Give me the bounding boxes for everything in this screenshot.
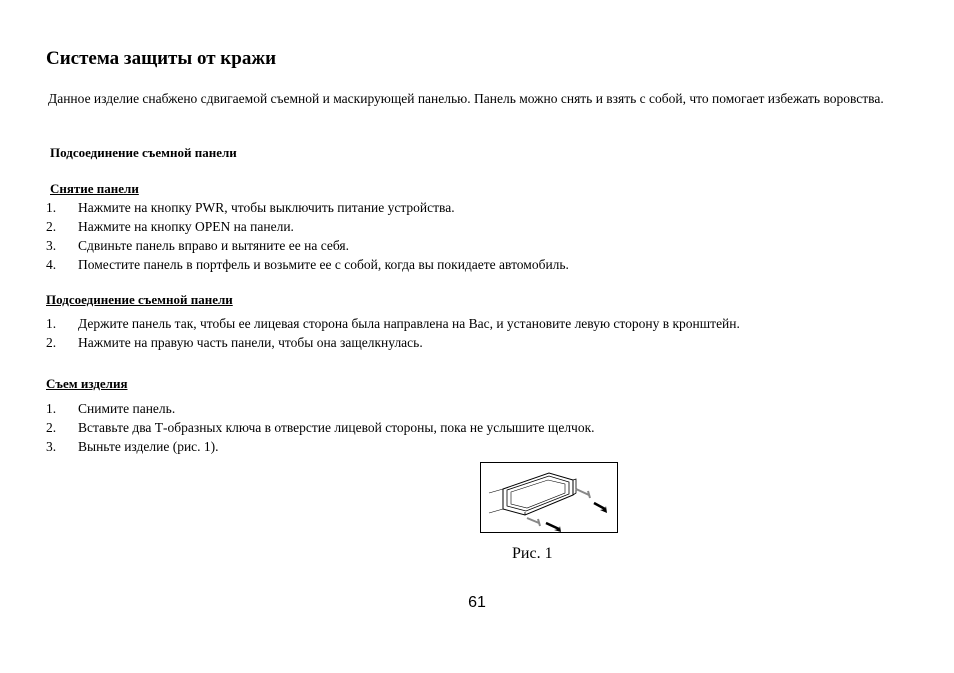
connect-panel-heading: Подсоединение съемной панели (50, 145, 237, 160)
unit-removal-steps (46, 399, 916, 456)
page-title: Система защиты от кражи (46, 48, 277, 69)
intro-paragraph: Данное изделие снабжено сдвигаемой съемной и маскирующей панелью. Панель можно снять и взять с собой, что помогает избежать воровства. (48, 91, 884, 106)
step-number: 3. (46, 238, 57, 253)
step-number: 2. (46, 420, 57, 435)
unit-removal-illustration (481, 463, 617, 532)
panel-removal-steps (46, 198, 916, 274)
figure-1-illustration (480, 462, 618, 533)
step-text: Выньте изделие (рис. 1). (78, 439, 219, 454)
list-item (46, 333, 916, 352)
panel-attach-steps (46, 314, 916, 352)
list-item (46, 236, 916, 255)
step-text: Вставьте два Т-образных ключа в отверстие лицевой стороны, пока не услышите щелчок. (78, 420, 595, 435)
unit-removal-heading: Съем изделия (46, 376, 128, 391)
step-number: 3. (46, 439, 57, 454)
list-item (46, 399, 916, 418)
list-item (46, 198, 916, 217)
page-number: 61 (468, 594, 486, 611)
step-text: Держите панель так, чтобы ее лицевая сторона была направлена на Вас, и установите левую сторону в кронштейн. (78, 316, 740, 331)
panel-attach-heading: Подсоединение съемной панели (46, 292, 233, 307)
step-text: Снимите панель. (78, 401, 176, 416)
figure-caption: Рис. 1 (512, 545, 553, 562)
list-item (46, 255, 916, 274)
list-item (46, 217, 916, 236)
step-text: Нажмите на кнопку PWR, чтобы выключить питание устройства. (78, 200, 455, 215)
list-item (46, 437, 916, 456)
list-item (46, 418, 916, 437)
step-text: Нажмите на кнопку OPEN на панели. (78, 219, 294, 234)
step-number: 1. (46, 200, 57, 215)
step-text: Сдвиньте панель вправо и вытяните ее на себя. (78, 238, 349, 253)
step-number: 2. (46, 219, 57, 234)
list-item (46, 314, 916, 333)
panel-removal-heading: Снятие панели (50, 181, 139, 196)
step-number: 2. (46, 335, 57, 350)
step-number: 1. (46, 401, 57, 416)
step-text: Нажмите на правую часть панели, чтобы она защелкнулась. (78, 335, 423, 350)
step-number: 1. (46, 316, 57, 331)
step-text: Поместите панель в портфель и возьмите ее с собой, когда вы покидаете автомобиль. (78, 257, 569, 272)
step-number: 4. (46, 257, 57, 272)
